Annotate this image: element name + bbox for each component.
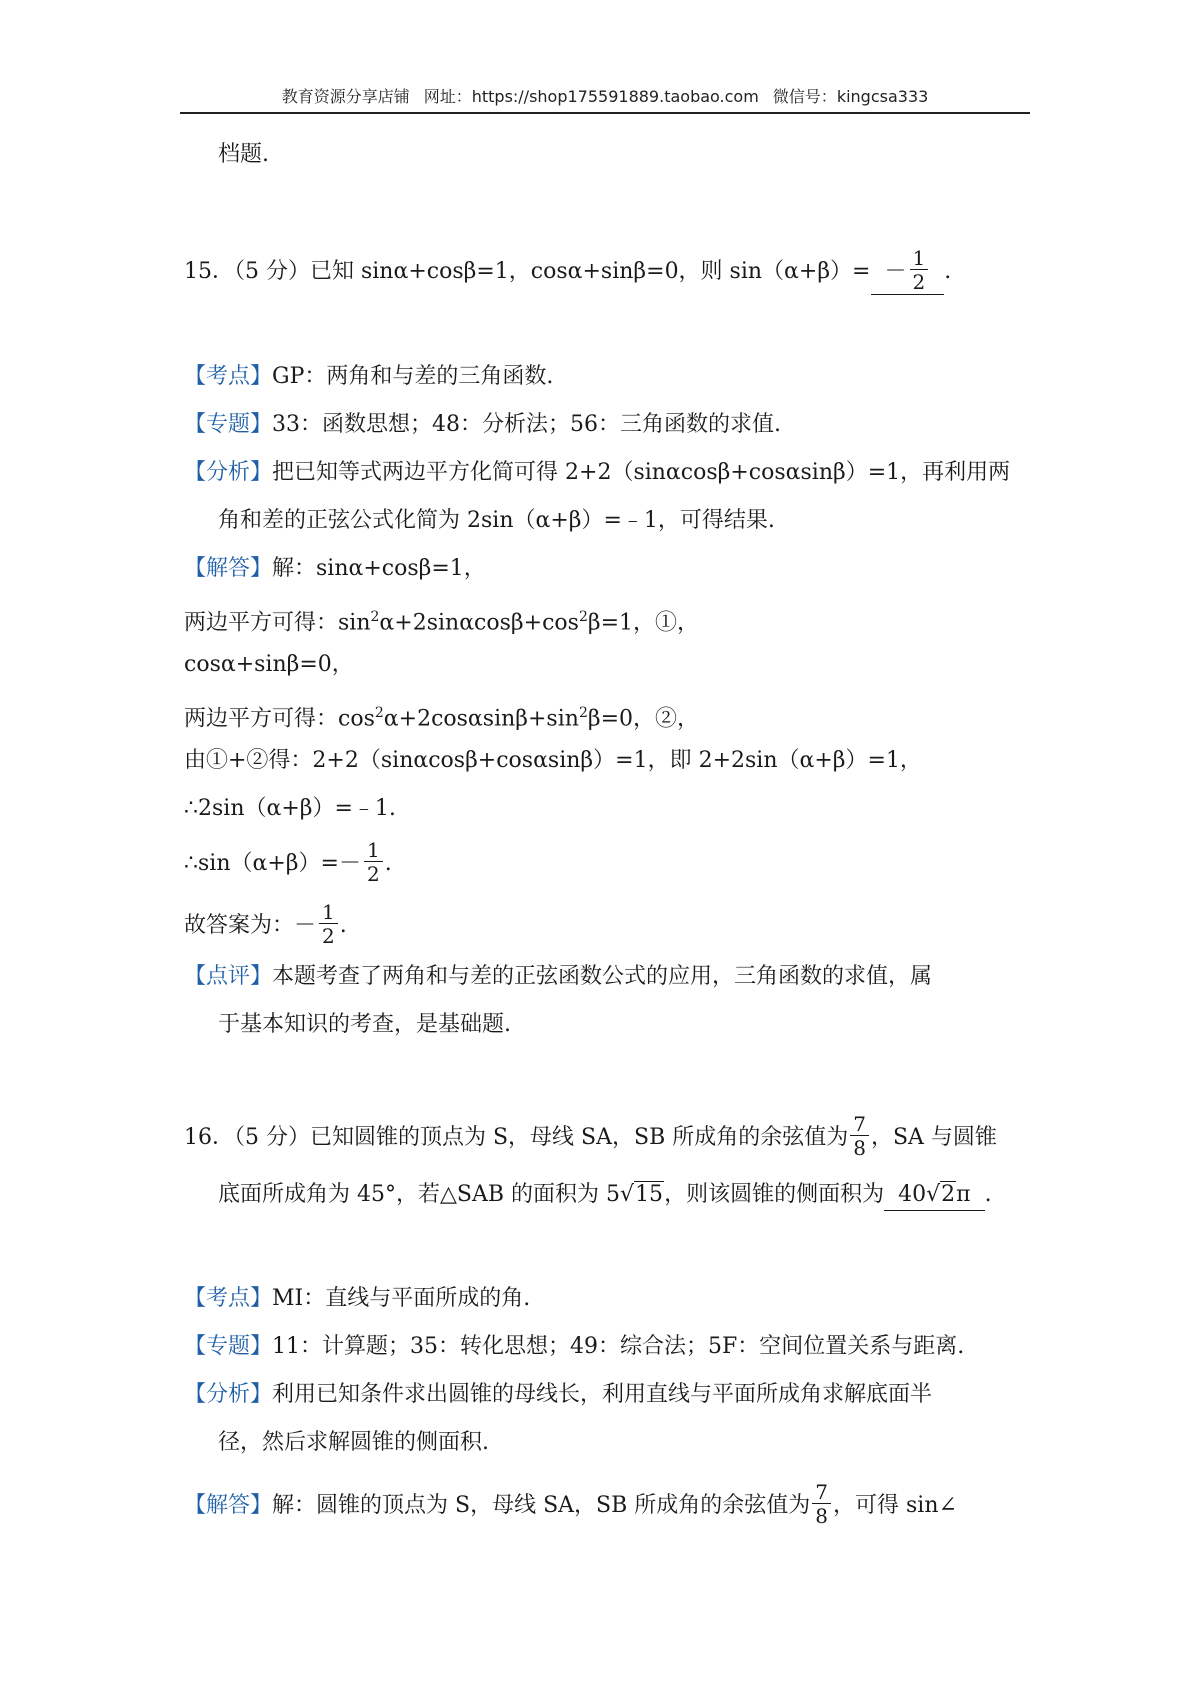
analysis-jieda [184, 554, 486, 584]
text-line: 角和差的正弦公式化简为 2sin（α+β）=﹣1，可得结果. [218, 508, 775, 533]
tag-zhuanti: 【专题】 [184, 1334, 273, 1359]
question-16-text: 16．（5 分）已知圆锥的顶点为 S，母线 SA，SB 所成角的余弦值为 [184, 1125, 849, 1150]
analysis-kaodian [184, 362, 553, 392]
header-divider [180, 112, 1030, 114]
analysis-dianping [184, 962, 932, 992]
period: . [384, 851, 392, 876]
question-16 [184, 1112, 997, 1160]
wechat-label: 微信号： [772, 87, 837, 106]
fraction-denominator: 8 [815, 1504, 828, 1528]
site-label: 网址： [423, 87, 472, 106]
question-16-cont [218, 1180, 992, 1211]
wechat-id: kingcsa333 [836, 87, 929, 106]
text-segment: α+2sinαcosβ+cos [379, 610, 579, 636]
text-line [184, 838, 392, 886]
text-segment: 两边平方可得：cos [184, 706, 375, 732]
minus-sign: － [884, 259, 907, 284]
tag-kaodian: 【考点】 [184, 364, 273, 389]
question-16-answer [884, 1180, 985, 1211]
text-line: 由①+②得：2+2（sinαcosβ+cosαsinβ）=1，即 2+2sin（α+β）=1， [184, 748, 922, 773]
fenxi-text: 把已知等式两边平方化简可得 2+2（sinαcosβ+cosαsinβ）=1，再利用两 [272, 460, 1011, 485]
radicand: 2 [941, 1182, 956, 1207]
text-line: 径，然后求解圆锥的侧面积. [218, 1430, 489, 1455]
superscript: 2 [578, 705, 588, 721]
jieda-text: 解：圆锥的顶点为 S，母线 SA，SB 所成角的余弦值为 [272, 1493, 811, 1518]
zhuanti-text: 11：计算题；35：转化思想；49：综合法；5F：空间位置关系与距离. [272, 1334, 965, 1359]
shop-name: 教育资源分享店铺 [281, 87, 410, 106]
fraction-denominator: 8 [853, 1136, 866, 1160]
fraction-denominator: 2 [322, 924, 335, 948]
tag-fenxi: 【分析】 [184, 1382, 273, 1407]
fenxi-text: 利用已知条件求出圆锥的母线长，利用直线与平面所成角求解底面半 [272, 1382, 933, 1407]
superscript: 2 [578, 609, 588, 625]
analysis-zhuanti [184, 410, 781, 440]
fraction [364, 840, 383, 884]
text-segment: β=0，②， [587, 706, 700, 732]
analysis-fenxi [184, 458, 1010, 488]
analysis-zhuanti [184, 1332, 964, 1362]
period: . [944, 259, 952, 284]
text-line: 档题. [218, 142, 269, 167]
tag-zhuanti: 【专题】 [184, 412, 273, 437]
pi-symbol: π [956, 1182, 971, 1207]
site-info [424, 87, 759, 106]
tag-fenxi: 【分析】 [184, 460, 273, 485]
superscript: 2 [374, 705, 384, 721]
text-line [184, 698, 699, 734]
fraction [850, 1114, 869, 1158]
fraction-numerator: 7 [812, 1482, 831, 1504]
tag-jieda: 【解答】 [184, 1493, 273, 1518]
text-line: cosα+sinβ=0， [184, 652, 354, 677]
question-16-text: ，SA 与圆锥 [870, 1125, 997, 1150]
text-line: ∴2sin（α+β）=﹣1. [184, 796, 396, 821]
fraction-numerator: 1 [364, 840, 383, 862]
dianping-text: 本题考查了两角和与差的正弦函数公式的应用，三角函数的求值，属 [272, 964, 933, 989]
fraction [812, 1482, 831, 1526]
tag-kaodian: 【考点】 [184, 1286, 273, 1311]
fraction-numerator: 1 [910, 248, 929, 270]
kaodian-text: GP：两角和与差的三角函数. [272, 364, 554, 389]
analysis-jieda [184, 1480, 957, 1528]
minus-sign: － [338, 851, 361, 876]
page-header [180, 84, 1030, 107]
tag-dianping: 【点评】 [184, 964, 273, 989]
fraction [319, 902, 338, 946]
text-segment: 故答案为： [184, 913, 295, 938]
period: . [339, 913, 347, 938]
answer-coefficient: 40 [898, 1182, 927, 1207]
text-segment: β=1，①， [587, 610, 700, 636]
question-15-answer [871, 246, 945, 295]
minus-sign: － [294, 913, 317, 938]
analysis-kaodian [184, 1284, 530, 1314]
fraction-numerator: 7 [850, 1114, 869, 1136]
wechat-info [773, 87, 929, 106]
jieda-text: ，可得 sin∠ [833, 1493, 957, 1518]
zhuanti-text: 33：函数思想；48：分析法；56：三角函数的求值. [272, 412, 781, 437]
analysis-fenxi [184, 1380, 932, 1410]
text-segment: ∴sin（α+β）= [184, 851, 339, 876]
tag-jieda: 【解答】 [184, 556, 273, 581]
question-15-text: 15．（5 分）已知 sinα+cosβ=1，cosα+sinβ=0，则 sin（α+β）= [184, 259, 871, 284]
fraction [910, 248, 929, 292]
square-root: √15 [620, 1182, 664, 1207]
text-line [184, 900, 347, 948]
period: . [984, 1182, 992, 1207]
square-root: √2 [926, 1182, 956, 1207]
fraction-numerator: 1 [319, 902, 338, 924]
radicand: 15 [635, 1182, 664, 1207]
kaodian-text: MI：直线与平面所成的角. [272, 1286, 531, 1311]
fraction-denominator: 2 [912, 270, 926, 294]
text-line [184, 602, 699, 638]
text-segment: ，则该圆锥的侧面积为 [664, 1182, 885, 1207]
text-segment: 底面所成角为 45°，若△SAB 的面积为 5 [218, 1182, 621, 1207]
fraction-denominator: 2 [366, 862, 380, 886]
superscript: 2 [370, 609, 380, 625]
text-segment: α+2cosαsinβ+sin [383, 706, 579, 732]
text-segment: 两边平方可得：sin [184, 610, 371, 636]
text-line: 于基本知识的考查，是基础题. [218, 1012, 511, 1037]
site-url[interactable]: https://shop175591889.taobao.com [471, 87, 759, 106]
jieda-text: 解：sinα+cosβ=1， [272, 556, 486, 581]
question-15 [184, 246, 952, 295]
